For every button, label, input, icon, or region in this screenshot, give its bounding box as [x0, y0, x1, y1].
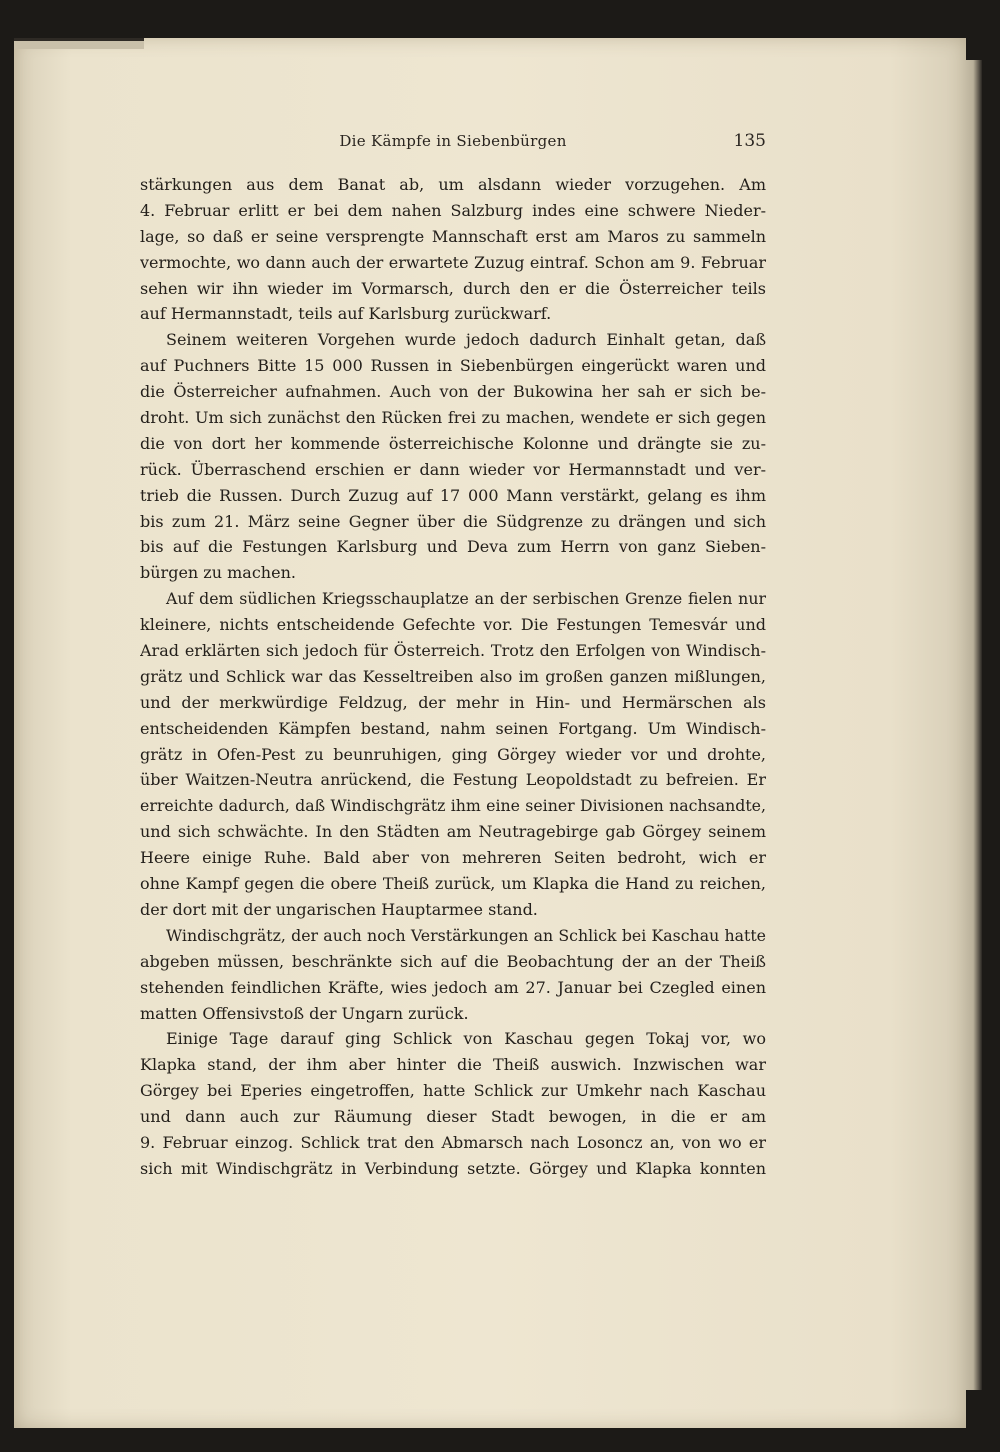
- running-head: Die Kämpfe in Siebenbürgen: [339, 132, 567, 150]
- text-line: der dort mit der ungarischen Hauptarmee stand.: [140, 899, 538, 919]
- text-line: grätz in Ofen-Pest zu beunruhigen, ging Görgey wieder vor und drohte,: [140, 744, 766, 764]
- text-line: grätz und Schlick war das Kesseltreiben also im großen ganzen mißlungen,: [140, 666, 766, 686]
- text-line: 9. Februar einzog. Schlick trat den Abmarsch nach Losoncz an, von wo er: [140, 1132, 766, 1152]
- text-line: stärkungen aus dem Banat ab, um alsdann wieder vorzugehen. Am: [140, 175, 766, 194]
- text-line: vermochte, wo dann auch der erwartete Zuzug eintraf. Schon am 9. Februar: [140, 252, 766, 272]
- text-line: über Waitzen-Neutra anrückend, die Festung Leopoldstadt zu befreien. Er: [140, 770, 766, 790]
- text-line: sich mit Windischgrätz in Verbindung setzte. Görgey und Klapka konnten: [140, 1158, 766, 1178]
- text-line: 4. Februar erlitt er bei dem nahen Salzburg indes eine schwere Nieder-: [140, 200, 766, 220]
- text-line: ohne Kampf gegen die obere Theiß zurück, um Klapka die Hand zu reichen,: [140, 874, 766, 894]
- text-line: erreichte dadurch, daß Windischgrätz ihm eine seiner Divisionen nachsandte,: [140, 796, 766, 816]
- text-line: rück. Überraschend erschien er dann wieder vor Hermannstadt und ver-: [140, 459, 766, 479]
- text-line: die Österreicher aufnahmen. Auch von der Bukowina her sah er sich be-: [140, 382, 766, 402]
- text-line: und dann auch zur Räumung dieser Stadt bewogen, in die er am: [140, 1107, 766, 1127]
- text-line: entscheidenden Kämpfen bestand, nahm seinen Fortgang. Um Windisch-: [140, 718, 766, 738]
- text-line: Arad erklärten sich jedoch für Österreich. Trotz den Erfolgen von Windisch-: [140, 641, 766, 661]
- text-line: trieb die Russen. Durch Zuzug auf 17 000 Mann verstärkt, gelang es ihm: [140, 485, 766, 505]
- text-line: lage, so daß er seine versprengte Mannschaft erst am Maros zu sammeln: [140, 226, 766, 246]
- text-line: auf Puchners Bitte 15 000 Russen in Siebenbürgen eingerückt waren und: [140, 356, 766, 376]
- text-line: bis auf die Festungen Karlsburg und Deva zum Herrn von ganz Sieben-: [140, 537, 766, 557]
- text-line: Seinem weiteren Vorgehen wurde jedoch dadurch Einhalt getan, daß: [166, 330, 766, 350]
- text-line: Einige Tage darauf ging Schlick von Kaschau gegen Tokaj vor, wo: [166, 1029, 766, 1049]
- page-number: 135: [733, 131, 766, 151]
- text-line: Klapka stand, der ihm aber hinter die Theiß auswich. Inzwischen war: [140, 1055, 766, 1075]
- text-line: bis zum 21. März seine Gegner über die Südgrenze zu drängen und sich: [140, 511, 766, 531]
- text-line: matten Offensivstoß der Ungarn zurück.: [140, 1003, 469, 1023]
- page-corner-fold: [14, 38, 144, 49]
- page-edge-stack: [960, 60, 982, 1390]
- page-header: [140, 128, 766, 158]
- text-line: stehenden feindlichen Kräfte, wies jedoch am 27. Januar bei Czegled einen: [140, 977, 766, 997]
- text-line: Auf dem südlichen Kriegsschauplatze an der serbischen Grenze fielen nur: [166, 589, 766, 609]
- text-line: und sich schwächte. In den Städten am Neutragebirge gab Görgey seinem: [140, 822, 766, 842]
- text-line: auf Hermannstadt, teils auf Karlsburg zurückwarf.: [140, 304, 552, 324]
- text-line: Görgey bei Eperies eingetroffen, hatte Schlick zur Umkehr nach Kaschau: [140, 1081, 766, 1101]
- text-line: sehen wir ihn wieder im Vormarsch, durch den er die Österreicher teils: [140, 278, 766, 298]
- text-line: droht. Um sich zunächst den Rücken frei zu machen, wendete er sich gegen: [140, 408, 766, 428]
- body-text: [140, 172, 766, 1182]
- text-line: abgeben müssen, beschränkte sich auf die Beobachtung der an der Theiß: [140, 951, 766, 971]
- text-line: kleinere, nichts entscheidende Gefechte vor. Die Festungen Temesvár und: [140, 615, 766, 635]
- text-line: Heere einige Ruhe. Bald aber von mehreren Seiten bedroht, wich er: [140, 848, 766, 868]
- text-line: Windischgrätz, der auch noch Verstärkungen an Schlick bei Kaschau hatte: [166, 925, 766, 945]
- text-line: die von dort her kommende österreichische Kolonne und drängte sie zu-: [140, 433, 766, 453]
- text-line: bürgen zu machen.: [140, 563, 296, 583]
- text-line: und der merkwürdige Feldzug, der mehr in Hin- und Hermärschen als: [140, 692, 766, 712]
